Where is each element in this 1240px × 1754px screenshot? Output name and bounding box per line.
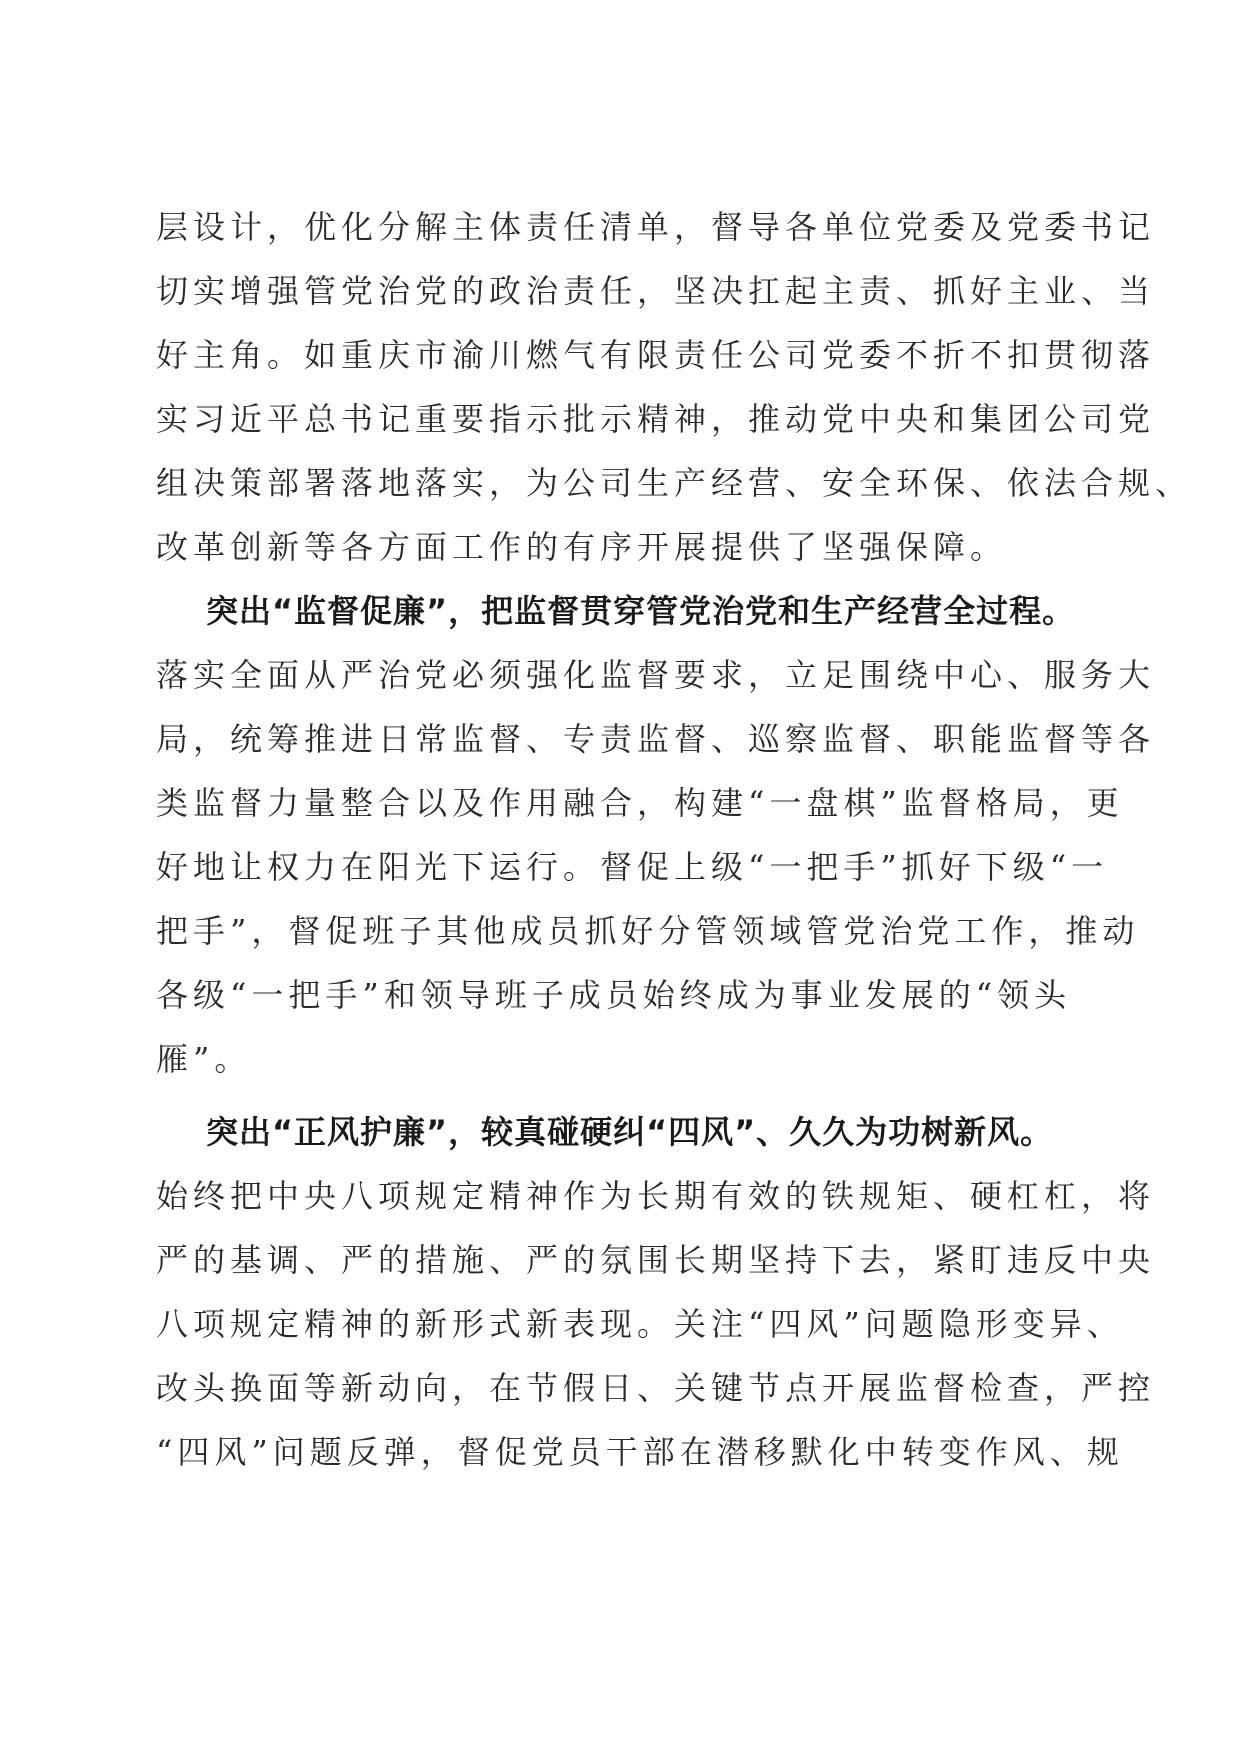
text-line: 雁”。: [156, 1040, 252, 1078]
section-heading-supervision: 突出“监督促廉”，把监督贯穿管党治党和生产经营全过程。: [206, 592, 1076, 630]
text-line: 把手”，督促班子其他成员抓好分管领域管党治党工作，推动: [156, 912, 1140, 950]
text-line: 严的基调、严的措施、严的氛围长期坚持下去，紧盯违反中央: [156, 1241, 1156, 1279]
section-heading-conduct: 突出“正风护廉”，较真碰硬纠“四风”、久久为功树新风。: [206, 1113, 1054, 1151]
text-line: 层设计，优化分解主体责任清单，督导各单位党委及党委书记: [156, 208, 1156, 246]
text-line: 好地让权力在阳光下运行。督促上级“一把手”抓好下级“一: [156, 848, 1109, 886]
text-line: 改头换面等新动向，在节假日、关键节点开展监督检查，严控: [156, 1369, 1156, 1407]
text-line: 始终把中央八项规定精神作为长期有效的铁规矩、硬杠杠，将: [156, 1177, 1156, 1215]
text-line: 局，统筹推进日常监督、专责监督、巡察监督、职能监督等各: [156, 720, 1156, 758]
text-line: 实习近平总书记重要指示批示精神，推动党中央和集团公司党: [156, 400, 1156, 438]
text-line: 各级“一把手”和领导班子成员始终成为事业发展的“领头: [156, 976, 1072, 1014]
text-line: 落实全面从严治党必须强化监督要求，立足围绕中心、服务大: [156, 656, 1156, 694]
text-line: 好主角。如重庆市渝川燃气有限责任公司党委不折不扣贯彻落: [156, 336, 1156, 374]
paragraph-spacer: [156, 1091, 1116, 1100]
text-line: 切实增强管党治党的政治责任，坚决扛起主责、抓好主业、当: [156, 272, 1156, 310]
text-line: 改革创新等各方面工作的有序开展提供了坚强保障。: [156, 528, 1008, 566]
document-body: [156, 195, 1193, 1484]
text-line: “四风”问题反弹，督促党员干部在潜移默化中转变作风、规: [156, 1433, 1124, 1471]
text-line: 组决策部署落地落实，为公司生产经营、安全环保、依法合规、: [156, 464, 1193, 502]
text-line: 八项规定精神的新形式新表现。关注“四风”问题隐形变异、: [156, 1305, 1124, 1343]
text-line: 类监督力量整合以及作用融合，构建“一盘棋”监督格局，更: [156, 784, 1124, 822]
